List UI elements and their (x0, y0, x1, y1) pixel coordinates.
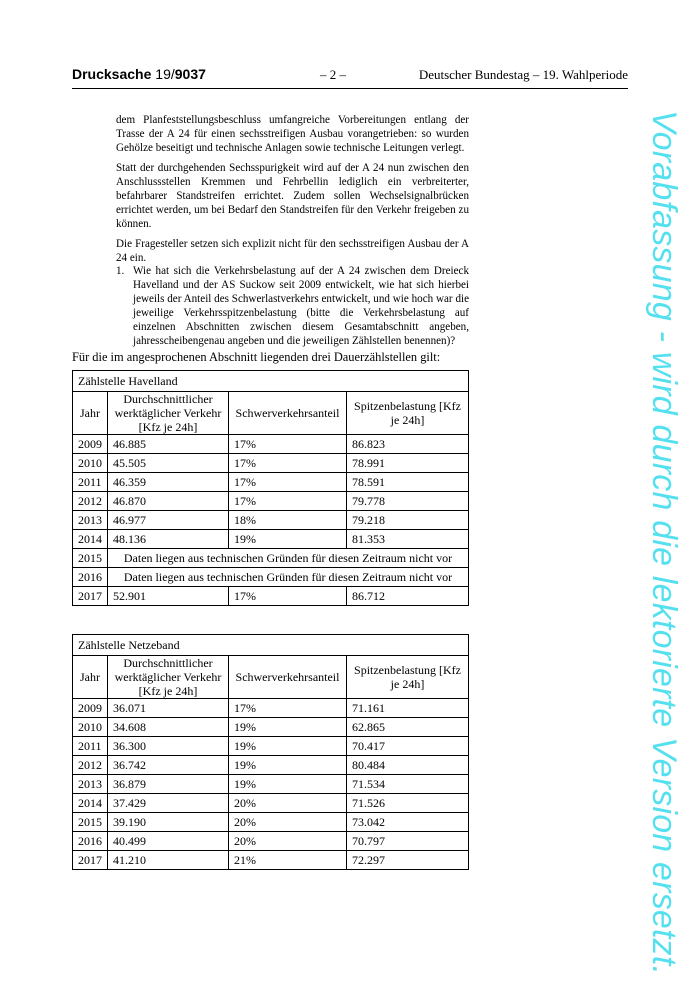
year-cell: 2017 (73, 587, 108, 606)
year-cell: 2010 (73, 718, 108, 737)
year-cell: 2012 (73, 492, 108, 511)
peak-load-cell: 70.797 (347, 832, 469, 851)
average-traffic-cell: 48.136 (108, 530, 229, 549)
average-traffic-cell: 41.210 (108, 851, 229, 870)
doc-number-prefix: 19/ (155, 66, 175, 82)
column-header-heavy-share: Schwerverkehrsanteil (229, 392, 347, 435)
column-header-peak: Spitzenbelastung [Kfz je 24h] (347, 656, 469, 699)
table-row (73, 473, 469, 492)
peak-load-cell: 78.591 (347, 473, 469, 492)
counting-station-table (72, 634, 469, 870)
year-cell: 2011 (73, 473, 108, 492)
column-header-average: Durchschnittlicher werktäglicher Verkehr [Kfz je 24h] (108, 392, 229, 435)
average-traffic-cell: 46.885 (108, 435, 229, 454)
heavy-share-cell: 20% (229, 794, 347, 813)
no-data-note: Daten liegen aus technischen Gründen für diesen Zeitraum nicht vor (108, 549, 469, 568)
heavy-share-cell: 17% (229, 587, 347, 606)
table-row (73, 832, 469, 851)
doc-number-main: 9037 (174, 66, 206, 82)
average-traffic-cell: 37.429 (108, 794, 229, 813)
column-header-heavy-share: Schwerverkehrsanteil (229, 656, 347, 699)
table-header-row (73, 656, 469, 699)
year-cell: 2013 (73, 511, 108, 530)
heavy-share-cell: 17% (229, 435, 347, 454)
peak-load-cell: 70.417 (347, 737, 469, 756)
column-header-average: Durchschnittlicher werktäglicher Verkehr [Kfz je 24h] (108, 656, 229, 699)
table-row (73, 511, 469, 530)
year-cell: 2014 (73, 794, 108, 813)
peak-load-cell: 80.484 (347, 756, 469, 775)
intro-paragraph: dem Planfeststellungsbeschluss umfangreiche Vorbereitungen entlang der Trasse der A 24 für einen sechsstreifigen Ausbau vorangetrieben: so wurden Gehölze beseitigt und technische Anlagen sowie technische Leitungen verlegt. (116, 114, 469, 154)
intro-paragraph: Die Fragesteller setzen sich explizit nicht für den sechsstreifigen Ausbau der A 24 ein. (116, 238, 469, 264)
column-header-peak: Spitzenbelastung [Kfz je 24h] (347, 392, 469, 435)
table-title: Zählstelle Havelland (73, 371, 469, 392)
average-traffic-cell: 36.742 (108, 756, 229, 775)
year-cell: 2010 (73, 454, 108, 473)
draft-watermark (627, 110, 687, 976)
peak-load-cell: 62.865 (347, 718, 469, 737)
peak-load-cell: 79.218 (347, 511, 469, 530)
table-row (73, 587, 469, 606)
page-header (72, 66, 628, 89)
table-row (73, 549, 469, 568)
year-cell: 2015 (73, 549, 108, 568)
table-title-row (73, 371, 469, 392)
year-cell: 2015 (73, 813, 108, 832)
average-traffic-cell: 46.870 (108, 492, 229, 511)
heavy-share-cell: 19% (229, 737, 347, 756)
heavy-share-cell: 20% (229, 813, 347, 832)
year-cell: 2014 (73, 530, 108, 549)
heavy-share-cell: 19% (229, 775, 347, 794)
average-traffic-cell: 40.499 (108, 832, 229, 851)
year-cell: 2011 (73, 737, 108, 756)
intro-paragraph: Statt der durchgehenden Sechsspurigkeit wird auf der A 24 nun zwischen den Anschlussstellen Kremmen und Fehrbellin lediglich ein verbreiterter, befahrbarer Standstreifen errichtet. Zudem sollen Wechselsignalbrücken errichtet werden, um bei Bedarf den Standstreifen für den Verkehr freigeben zu können. (116, 162, 469, 230)
average-traffic-cell: 45.505 (108, 454, 229, 473)
table-row (73, 718, 469, 737)
table-row (73, 699, 469, 718)
heavy-share-cell: 19% (229, 530, 347, 549)
table-row (73, 775, 469, 794)
doc-number (155, 66, 206, 82)
average-traffic-cell: 34.608 (108, 718, 229, 737)
peak-load-cell: 79.778 (347, 492, 469, 511)
question-text: Wie hat sich die Verkehrsbelastung auf der A 24 zwischen dem Dreieck Havelland und der AS Suckow seit 2009 entwickelt, wie hat sich hierbei jeweils der Anteil des Schwerlastverkehrs entwickelt, und wie hoch war die jeweilige Verkehrsspitzenbelastung (bitte die Verkehrsbelastung auf einzelnen Abschnitten zwischen diesem Gesamtabschnitt angeben, jahresscheibengenau angeben und die jeweiligen Zählstellen benennen)? (133, 265, 469, 347)
column-header-year: Jahr (73, 656, 108, 699)
table-row (73, 492, 469, 511)
average-traffic-cell: 36.300 (108, 737, 229, 756)
table-row (73, 454, 469, 473)
heavy-share-cell: 19% (229, 718, 347, 737)
peak-load-cell: 86.823 (347, 435, 469, 454)
year-cell: 2017 (73, 851, 108, 870)
peak-load-cell: 72.297 (347, 851, 469, 870)
peak-load-cell: 73.042 (347, 813, 469, 832)
average-traffic-cell: 46.359 (108, 473, 229, 492)
heavy-share-cell: 17% (229, 492, 347, 511)
table-header-row (73, 392, 469, 435)
heavy-share-cell: 17% (229, 473, 347, 492)
year-cell: 2012 (73, 756, 108, 775)
heavy-share-cell: 19% (229, 756, 347, 775)
heavy-share-cell: 21% (229, 851, 347, 870)
column-header-year: Jahr (73, 392, 108, 435)
heavy-share-cell: 18% (229, 511, 347, 530)
table-row (73, 737, 469, 756)
average-traffic-cell: 36.879 (108, 775, 229, 794)
heavy-share-cell: 17% (229, 699, 347, 718)
peak-load-cell: 71.526 (347, 794, 469, 813)
doc-label: Drucksache (72, 66, 152, 82)
year-cell: 2009 (73, 699, 108, 718)
average-traffic-cell: 46.977 (108, 511, 229, 530)
peak-load-cell: 71.161 (347, 699, 469, 718)
average-traffic-cell: 52.901 (108, 587, 229, 606)
table-row (73, 794, 469, 813)
table-title: Zählstelle Netzeband (73, 635, 469, 656)
peak-load-cell: 71.534 (347, 775, 469, 794)
document-number (72, 66, 206, 82)
table-title-row (73, 635, 469, 656)
table-row (73, 851, 469, 870)
table-row (73, 813, 469, 832)
table-row (73, 530, 469, 549)
question-number: 1. (116, 265, 125, 277)
watermark-text: Vorabfassung - wird durch die lektorierte Version ersetzt. (645, 110, 683, 976)
year-cell: 2009 (73, 435, 108, 454)
question-1 (116, 264, 469, 348)
average-traffic-cell: 39.190 (108, 813, 229, 832)
table-row (73, 568, 469, 587)
intro-text (116, 113, 469, 271)
heavy-share-cell: 17% (229, 454, 347, 473)
parliament-label: Deutscher Bundestag – 19. Wahlperiode (418, 67, 628, 82)
no-data-note: Daten liegen aus technischen Gründen für diesen Zeitraum nicht vor (108, 568, 469, 587)
peak-load-cell: 78.991 (347, 454, 469, 473)
year-cell: 2013 (73, 775, 108, 794)
year-cell: 2016 (73, 568, 108, 587)
table-row (73, 435, 469, 454)
average-traffic-cell: 36.071 (108, 699, 229, 718)
counting-station-table (72, 370, 469, 606)
peak-load-cell: 81.353 (347, 530, 469, 549)
page-number: – 2 – (320, 67, 346, 82)
lead-sentence: Für die im angesprochenen Abschnitt liegenden drei Dauerzählstellen gilt: (72, 350, 441, 364)
year-cell: 2016 (73, 832, 108, 851)
heavy-share-cell: 20% (229, 832, 347, 851)
peak-load-cell: 86.712 (347, 587, 469, 606)
table-row (73, 756, 469, 775)
